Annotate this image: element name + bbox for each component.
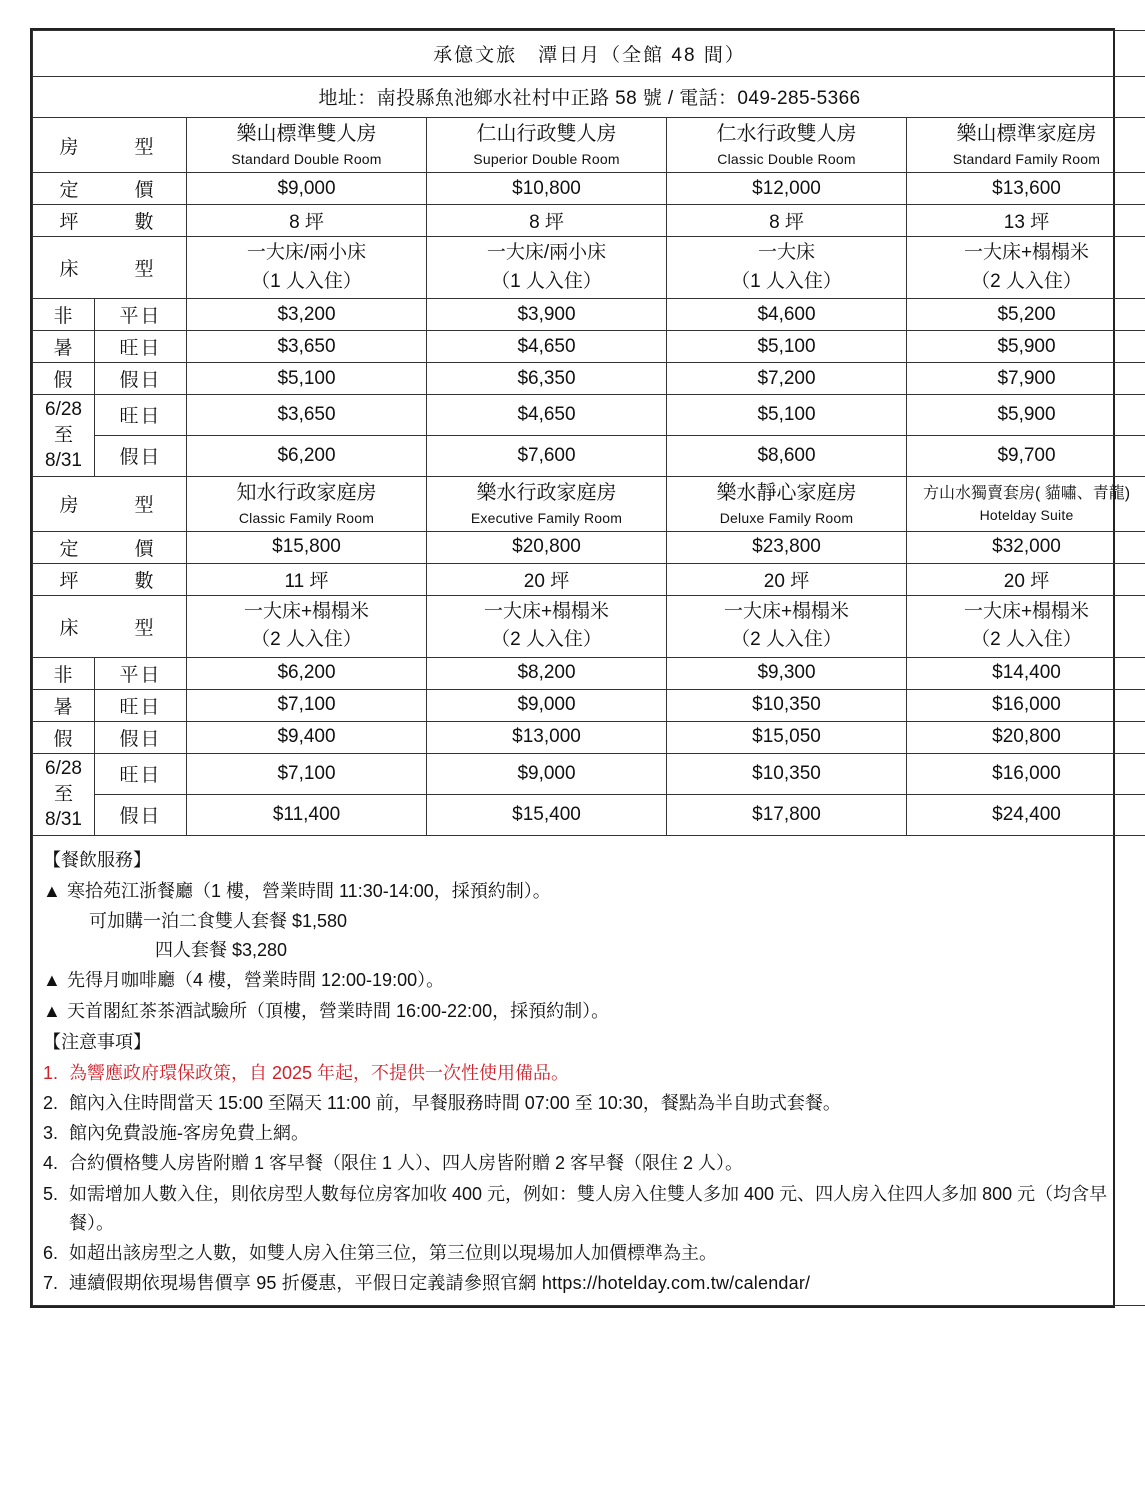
notice-number: 5. bbox=[43, 1183, 59, 1204]
bed-type-cell bbox=[907, 595, 1145, 657]
area-value: 8 坪 bbox=[187, 205, 427, 237]
list-price-value: $13,600 bbox=[907, 173, 1145, 205]
occupancy-value: （1 人入住） bbox=[731, 270, 842, 292]
rate-value: $5,100 bbox=[187, 363, 427, 395]
rate-value: $7,200 bbox=[667, 363, 907, 395]
rate-value: $6,200 bbox=[187, 435, 427, 476]
dining-package-line2: 四人套餐 $3,280 bbox=[155, 940, 288, 961]
rate-label: 假日 bbox=[95, 794, 187, 835]
rate-value: $7,900 bbox=[907, 363, 1145, 395]
dining-item bbox=[43, 877, 1142, 906]
rate-value: $5,100 bbox=[667, 331, 907, 363]
season-label-line1: 非 bbox=[33, 657, 95, 689]
bed-type-cell bbox=[667, 237, 907, 299]
rate-value: $4,650 bbox=[427, 395, 667, 436]
table-row-bed-1 bbox=[33, 237, 1145, 299]
triangle-icon: ▲ bbox=[43, 970, 61, 991]
season-label-line3: 假 bbox=[33, 721, 95, 753]
list-price-value: $32,000 bbox=[907, 531, 1145, 563]
room-name-zh: 方山水獨賣套房( 貓嘯、青龍) bbox=[922, 484, 1131, 502]
dining-item-text: 天首閣紅茶茶酒試驗所（頂樓，營業時間 16:00-22:00，採預約制）。 bbox=[67, 1000, 610, 1021]
rate-label: 旺日 bbox=[95, 689, 187, 721]
table-row-price-1 bbox=[33, 173, 1145, 205]
room-header-cell bbox=[907, 476, 1145, 531]
table-row-address bbox=[33, 77, 1145, 118]
rate-label: 假日 bbox=[95, 363, 187, 395]
rate-value: $7,100 bbox=[187, 689, 427, 721]
dining-heading: 【餐飲服務】 bbox=[43, 849, 151, 870]
bed-type-cell bbox=[187, 237, 427, 299]
area-value: 20 坪 bbox=[667, 563, 907, 595]
rate-value: $9,000 bbox=[427, 689, 667, 721]
notice-number: 6. bbox=[43, 1242, 59, 1263]
rate-value: $6,200 bbox=[187, 657, 427, 689]
room-name-zh: 樂水靜心家庭房 bbox=[716, 481, 857, 504]
table-row-rate-1-4 bbox=[33, 435, 1145, 476]
room-name-en: Standard Family Room bbox=[952, 151, 1101, 167]
occupancy-value: （2 人入住） bbox=[251, 629, 362, 651]
room-header-cell bbox=[667, 476, 907, 531]
table-row-rate-1-1 bbox=[33, 331, 1145, 363]
bed-type-cell bbox=[427, 595, 667, 657]
rate-value: $4,650 bbox=[427, 331, 667, 363]
room-name-zh: 樂山標準家庭房 bbox=[956, 123, 1097, 145]
label-area: 坪 數 bbox=[33, 563, 187, 595]
notice-item bbox=[43, 1089, 1142, 1118]
rate-label: 假日 bbox=[95, 721, 187, 753]
room-name-en: Deluxe Family Room bbox=[719, 509, 854, 526]
rate-value: $5,200 bbox=[907, 299, 1145, 331]
notice-item bbox=[43, 1180, 1142, 1238]
rate-value: $10,350 bbox=[667, 689, 907, 721]
rate-value: $3,900 bbox=[427, 299, 667, 331]
notice-text: 如超出該房型之人數，如雙人房入住第三位，第三位則以現場加人加價標準為主。 bbox=[69, 1242, 717, 1263]
rate-value: $17,800 bbox=[667, 794, 907, 835]
rate-value: $9,700 bbox=[907, 435, 1145, 476]
bed-type-cell bbox=[907, 237, 1145, 299]
table-row-bed-2 bbox=[33, 595, 1145, 657]
bed-type-value: 一大床+榻榻米 bbox=[963, 242, 1090, 263]
bed-type-value: 一大床+榻榻米 bbox=[483, 600, 610, 622]
notice-text: 合約價格雙人房皆附贈 1 客早餐（限住 1 人）、四人房皆附贈 2 客早餐（限住 2 人）。 bbox=[69, 1153, 744, 1174]
bed-type-value: 一大床/兩小床 bbox=[246, 242, 367, 263]
notice-item bbox=[43, 1149, 1142, 1178]
rate-value: $6,350 bbox=[427, 363, 667, 395]
rate-value: $15,050 bbox=[667, 721, 907, 753]
rate-label: 旺日 bbox=[95, 395, 187, 436]
notes-cell bbox=[33, 835, 1145, 1305]
notice-text[interactable]: 連續假期依現場售價享 95 折優惠，平假日定義請參照官網 https://hotelday.com.tw/calendar/ bbox=[69, 1273, 811, 1294]
notice-text: 館內入住時間當天 15:00 至隔天 11:00 前，早餐服務時間 07:00 至 10:30，餐點為半自助式套餐。 bbox=[69, 1093, 841, 1114]
notice-number: 7. bbox=[43, 1273, 59, 1294]
rate-value: $20,800 bbox=[907, 721, 1145, 753]
bed-type-value: 一大床 bbox=[757, 242, 815, 263]
triangle-icon: ▲ bbox=[43, 881, 61, 901]
room-header-cell bbox=[187, 118, 427, 173]
occupancy-value: （2 人入住） bbox=[731, 629, 842, 651]
label-room-type: 房 型 bbox=[33, 118, 187, 173]
rate-value: $3,650 bbox=[187, 395, 427, 436]
rate-value: $16,000 bbox=[907, 689, 1145, 721]
rate-sheet bbox=[30, 28, 1131, 1308]
notice-text: 如需增加人數入住，則依房型人數每位房客加收 400 元，例如：雙人房入住雙人多加 400 元、四人房入住四人多加 800 元（均含早餐）。 bbox=[69, 1183, 1108, 1233]
rate-label: 旺日 bbox=[95, 753, 187, 794]
rate-value: $8,600 bbox=[667, 435, 907, 476]
rate-label: 假日 bbox=[95, 435, 187, 476]
bed-type-value: 一大床/兩小床 bbox=[486, 242, 607, 263]
season-label-line2: 暑 bbox=[33, 689, 95, 721]
dining-item-text: 先得月咖啡廳（4 樓，營業時間 12:00-19:00）。 bbox=[67, 970, 445, 991]
dining-item bbox=[43, 966, 1142, 995]
notice-item bbox=[43, 1119, 1142, 1148]
room-header-cell bbox=[427, 476, 667, 531]
notice-item bbox=[43, 1269, 1142, 1298]
season-label-line3: 假 bbox=[33, 363, 95, 395]
occupancy-value: （1 人入住） bbox=[491, 270, 602, 292]
rate-value: $3,200 bbox=[187, 299, 427, 331]
table-row-roomtype-2 bbox=[33, 476, 1145, 531]
table-row-roomtype-1 bbox=[33, 118, 1145, 173]
room-header-cell bbox=[187, 476, 427, 531]
area-value: 13 坪 bbox=[907, 205, 1145, 237]
rate-value: $7,100 bbox=[187, 753, 427, 794]
room-name-zh: 知水行政家庭房 bbox=[236, 481, 377, 504]
list-price-value: $12,000 bbox=[667, 173, 907, 205]
table-row-rate-2-3 bbox=[33, 753, 1145, 794]
dining-item-text: 寒拾苑江浙餐廳（1 樓，營業時間 11:30-14:00，採預約制）。 bbox=[67, 881, 551, 901]
summer-line2: 至 bbox=[53, 783, 73, 805]
rate-value: $7,600 bbox=[427, 435, 667, 476]
summer-period-label bbox=[33, 395, 95, 477]
rate-table bbox=[32, 30, 1145, 1306]
rate-value: $5,900 bbox=[907, 395, 1145, 436]
rate-value: $9,000 bbox=[427, 753, 667, 794]
label-bed-type: 床 型 bbox=[33, 237, 187, 299]
bed-type-value: 一大床+榻榻米 bbox=[723, 600, 850, 622]
rate-value: $5,100 bbox=[667, 395, 907, 436]
room-name-en: Hotelday Suite bbox=[979, 507, 1074, 524]
table-row-area-1 bbox=[33, 205, 1145, 237]
bed-type-cell bbox=[667, 595, 907, 657]
season-label-line1: 非 bbox=[33, 299, 95, 331]
notice-number: 2. bbox=[43, 1093, 59, 1114]
dining-package-line1: 可加購一泊二食雙人套餐 $1,580 bbox=[89, 911, 348, 932]
rate-value: $9,300 bbox=[667, 657, 907, 689]
area-value: 8 坪 bbox=[667, 205, 907, 237]
notice-number: 3. bbox=[43, 1123, 59, 1144]
list-price-value: $20,800 bbox=[427, 531, 667, 563]
area-value: 8 坪 bbox=[427, 205, 667, 237]
room-name-en: Superior Double Room bbox=[473, 151, 620, 167]
notice-text: 館內免費設施-客房免費上網。 bbox=[69, 1123, 309, 1144]
occupancy-value: （2 人入住） bbox=[971, 629, 1082, 651]
label-area: 坪 數 bbox=[33, 205, 187, 237]
room-header-cell bbox=[427, 118, 667, 173]
table-row-area-2 bbox=[33, 563, 1145, 595]
summer-line1: 6/28 bbox=[45, 399, 82, 420]
summer-line3: 8/31 bbox=[45, 809, 82, 831]
room-name-en: Classic Family Room bbox=[238, 509, 375, 526]
label-bed-type: 床 型 bbox=[33, 595, 187, 657]
notice-number: 1. bbox=[43, 1062, 59, 1083]
occupancy-value: （2 人入住） bbox=[971, 270, 1082, 292]
rate-value: $11,400 bbox=[187, 794, 427, 835]
rate-label: 平日 bbox=[95, 657, 187, 689]
notice-text: 為響應政府環保政策，自 2025 年起，不提供一次性使用備品。 bbox=[69, 1062, 570, 1083]
area-value: 20 坪 bbox=[907, 563, 1145, 595]
dining-item bbox=[43, 997, 1142, 1026]
room-name-zh: 樂山標準雙人房 bbox=[236, 123, 377, 145]
page-title: 承億文旅 潭日月（全館 48 間） bbox=[33, 31, 1145, 77]
table-row-rate-1-3 bbox=[33, 395, 1145, 436]
list-price-value: $23,800 bbox=[667, 531, 907, 563]
table-row-rate-1-2 bbox=[33, 363, 1145, 395]
notice-item bbox=[43, 1059, 1142, 1088]
label-list-price: 定 價 bbox=[33, 531, 187, 563]
room-header-cell bbox=[907, 118, 1145, 173]
occupancy-value: （2 人入住） bbox=[491, 629, 602, 651]
rate-label: 旺日 bbox=[95, 331, 187, 363]
room-name-en: Classic Double Room bbox=[717, 151, 856, 167]
rate-value: $4,600 bbox=[667, 299, 907, 331]
bed-type-value: 一大床+榻榻米 bbox=[243, 600, 370, 622]
list-price-value: $15,800 bbox=[187, 531, 427, 563]
rate-value: $3,650 bbox=[187, 331, 427, 363]
notice-number: 4. bbox=[43, 1153, 59, 1174]
rate-value: $8,200 bbox=[427, 657, 667, 689]
rate-value: $9,400 bbox=[187, 721, 427, 753]
bed-type-value: 一大床+榻榻米 bbox=[963, 600, 1090, 622]
notice-heading: 【注意事項】 bbox=[43, 1031, 151, 1052]
rate-value: $24,400 bbox=[907, 794, 1145, 835]
label-room-type: 房 型 bbox=[33, 476, 187, 531]
area-value: 11 坪 bbox=[187, 563, 427, 595]
room-name-en: Standard Double Room bbox=[231, 151, 382, 167]
room-name-zh: 樂水行政家庭房 bbox=[476, 481, 617, 504]
rate-value: $5,900 bbox=[907, 331, 1145, 363]
table-row-title bbox=[33, 31, 1145, 77]
rate-value: $15,400 bbox=[427, 794, 667, 835]
room-name-zh: 仁水行政雙人房 bbox=[716, 123, 857, 145]
summer-line2: 至 bbox=[53, 424, 73, 446]
season-label-line2: 暑 bbox=[33, 331, 95, 363]
room-header-cell bbox=[667, 118, 907, 173]
bed-type-cell bbox=[427, 237, 667, 299]
table-row-rate-2-1 bbox=[33, 689, 1145, 721]
notice-item bbox=[43, 1239, 1142, 1268]
summer-line3: 8/31 bbox=[45, 450, 82, 472]
rate-value: $14,400 bbox=[907, 657, 1145, 689]
summer-period-label bbox=[33, 753, 95, 835]
table-row-rate-2-2 bbox=[33, 721, 1145, 753]
room-name-zh: 仁山行政雙人房 bbox=[476, 123, 617, 145]
rate-value: $10,350 bbox=[667, 753, 907, 794]
table-row-rate-1-0 bbox=[33, 299, 1145, 331]
list-price-value: $10,800 bbox=[427, 173, 667, 205]
room-name-en: Executive Family Room bbox=[470, 509, 623, 526]
table-row-notes bbox=[33, 835, 1145, 1305]
bed-type-cell bbox=[187, 595, 427, 657]
triangle-icon: ▲ bbox=[43, 1000, 61, 1021]
list-price-value: $9,000 bbox=[187, 173, 427, 205]
rate-value: $13,000 bbox=[427, 721, 667, 753]
table-row-rate-2-4 bbox=[33, 794, 1145, 835]
label-list-price: 定 價 bbox=[33, 173, 187, 205]
occupancy-value: （1 人入住） bbox=[251, 270, 362, 292]
table-row-price-2 bbox=[33, 531, 1145, 563]
hotel-address: 地址：南投縣魚池鄉水社村中正路 58 號 / 電話：049-285-5366 bbox=[33, 77, 1145, 118]
rate-label: 平日 bbox=[95, 299, 187, 331]
table-row-rate-2-0 bbox=[33, 657, 1145, 689]
rate-value: $16,000 bbox=[907, 753, 1145, 794]
notes-block bbox=[33, 836, 1145, 1305]
summer-line1: 6/28 bbox=[45, 757, 82, 779]
area-value: 20 坪 bbox=[427, 563, 667, 595]
